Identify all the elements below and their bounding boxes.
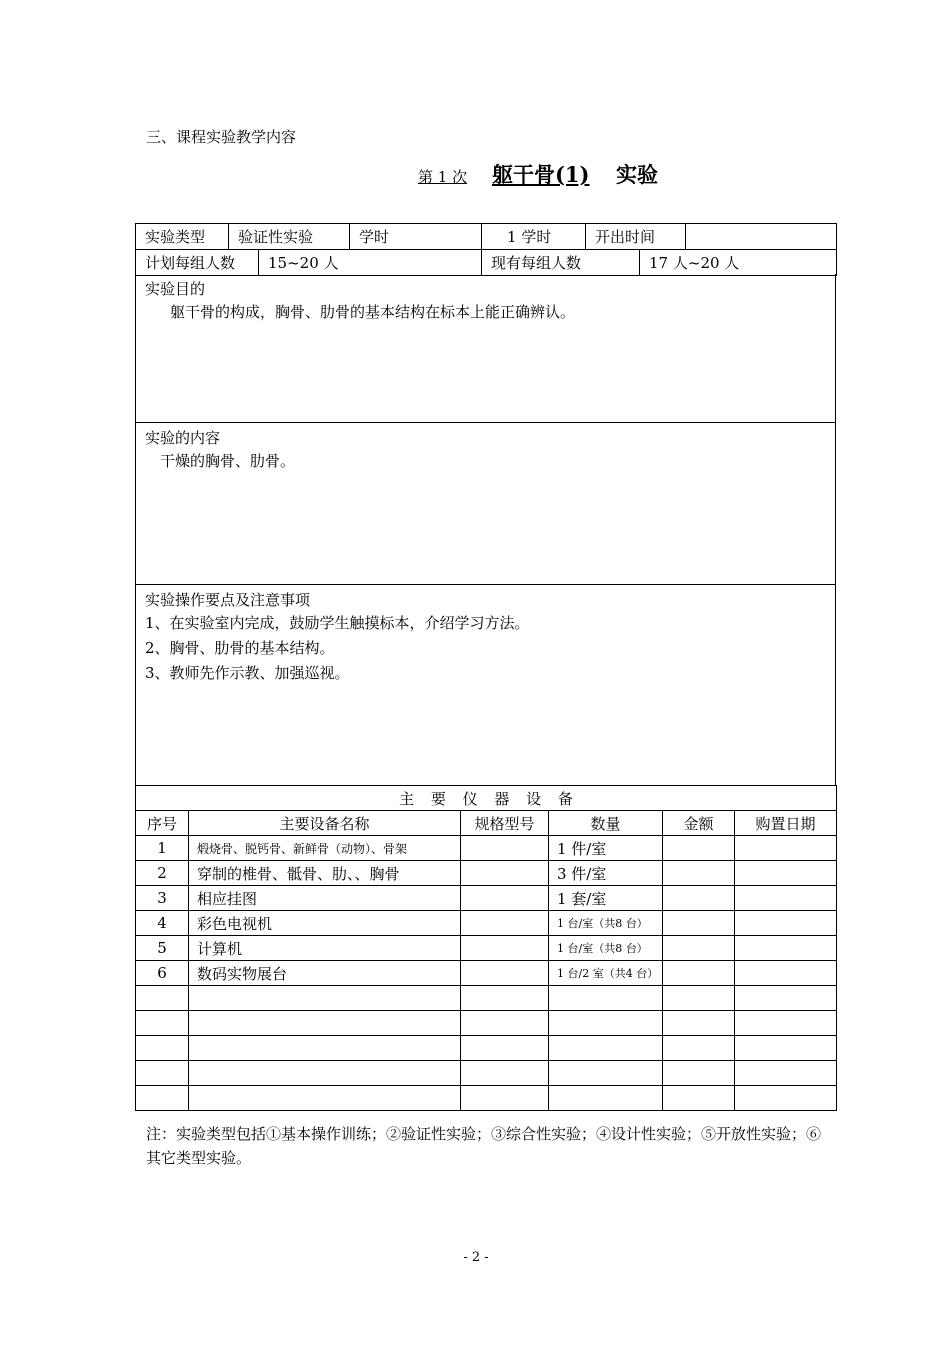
header-no: 序号 — [136, 811, 189, 836]
table-row — [136, 911, 837, 936]
row-spec — [461, 886, 549, 911]
row-date — [735, 836, 837, 861]
operation-section — [135, 585, 836, 786]
type-label: 实验类型 — [136, 224, 229, 250]
row-qty: 1 件/室 — [549, 836, 663, 861]
operation-item: 1、在实验室内完成，鼓励学生触摸标本，介绍学习方法。 — [145, 614, 530, 632]
time-label: 开出时间 — [586, 224, 686, 250]
header-amount: 金额 — [663, 811, 735, 836]
header-spec: 规格型号 — [461, 811, 549, 836]
row-date — [735, 911, 837, 936]
row-no: 1 — [136, 836, 189, 861]
row-date — [735, 861, 837, 886]
purpose-title: 实验目的 — [145, 280, 206, 298]
table-row — [136, 936, 837, 961]
experiment-title — [0, 159, 952, 191]
row-no: 6 — [136, 961, 189, 986]
hours-value: 1 学时 — [482, 224, 586, 250]
operation-title: 实验操作要点及注意事项 — [145, 591, 311, 609]
row-spec — [461, 911, 549, 936]
row-no: 5 — [136, 936, 189, 961]
row-qty: 1 台/室（共8 台） — [549, 936, 663, 961]
empty-row — [136, 1061, 837, 1086]
hours-label: 学时 — [350, 224, 482, 250]
row-date — [735, 961, 837, 986]
operation-item: 3、教师先作示教、加强巡视。 — [145, 664, 350, 682]
equipment-heading: 主 要 仪 器 设 备 — [136, 786, 837, 811]
content-text: 干燥的胸骨、肋骨。 — [160, 452, 296, 470]
row-name: 煅烧骨、脱钙骨、新鲜骨（动物）、骨架 — [189, 836, 461, 861]
table-row — [136, 961, 837, 986]
header-name: 主要设备名称 — [189, 811, 461, 836]
content-title: 实验的内容 — [145, 429, 221, 447]
table-row — [136, 886, 837, 911]
row-qty: 1 台/室（共8 台） — [549, 911, 663, 936]
section-heading: 三、课程实验教学内容 — [146, 128, 297, 146]
row-name: 计算机 — [189, 936, 461, 961]
table-row — [136, 836, 837, 861]
row-amount — [663, 836, 735, 861]
row-date — [735, 936, 837, 961]
table-row — [136, 861, 837, 886]
row-name: 相应挂图 — [189, 886, 461, 911]
empty-row — [136, 986, 837, 1011]
row-amount — [663, 861, 735, 886]
row-qty: 1 套/室 — [549, 886, 663, 911]
header-date: 购置日期 — [735, 811, 837, 836]
row-name: 彩色电视机 — [189, 911, 461, 936]
info-table — [135, 223, 837, 276]
row-no: 3 — [136, 886, 189, 911]
row-qty: 1 台/2 室（共4 台） — [549, 961, 663, 986]
title-suffix: 实验 — [616, 162, 658, 187]
content-section — [135, 423, 836, 585]
row-spec — [461, 836, 549, 861]
row-spec — [461, 961, 549, 986]
row-spec — [461, 861, 549, 886]
row-amount — [663, 961, 735, 986]
footnote: 注：实验类型包括①基本操作训练；②验证性实验；③综合性实验；④设计性实验；⑤开放性实验；⑥其它类型实验。 — [146, 1125, 822, 1167]
row-amount — [663, 936, 735, 961]
title-main: 躯干骨(1) — [492, 162, 590, 187]
equipment-heading-row — [136, 786, 837, 811]
row-no: 2 — [136, 861, 189, 886]
info-row-1 — [136, 224, 837, 250]
purpose-text: 躯干骨的构成，胸骨、肋骨的基本结构在标本上能正确辨认。 — [170, 303, 576, 321]
row-date — [735, 886, 837, 911]
empty-row — [136, 1036, 837, 1061]
time-value — [686, 224, 837, 250]
type-value: 验证性实验 — [229, 224, 350, 250]
row-name: 穿制的椎骨、骶骨、肋、、胸骨 — [189, 861, 461, 886]
info-row-2 — [136, 250, 837, 276]
purpose-section — [135, 274, 836, 423]
row-no: 4 — [136, 911, 189, 936]
header-qty: 数量 — [549, 811, 663, 836]
page-number: - 2 - — [463, 1250, 489, 1265]
current-value: 17 人~20 人 — [640, 250, 837, 276]
operation-item: 2、胸骨、肋骨的基本结构。 — [145, 639, 335, 657]
row-amount — [663, 886, 735, 911]
empty-row — [136, 1086, 837, 1111]
planned-value: 15~20 人 — [259, 250, 482, 276]
title-prefix: 第 1 次 — [418, 168, 468, 186]
planned-label: 计划每组人数 — [136, 250, 259, 276]
row-name: 数码实物展台 — [189, 961, 461, 986]
row-amount — [663, 911, 735, 936]
equipment-table — [135, 785, 837, 1111]
row-spec — [461, 936, 549, 961]
empty-row — [136, 1011, 837, 1036]
row-qty: 3 件/室 — [549, 861, 663, 886]
equipment-header-row — [136, 811, 837, 836]
current-label: 现有每组人数 — [482, 250, 640, 276]
